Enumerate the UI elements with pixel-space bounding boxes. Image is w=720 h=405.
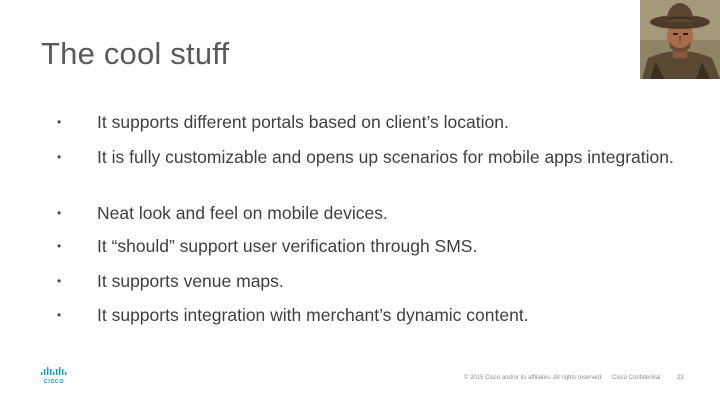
cowboy-portrait bbox=[640, 0, 720, 79]
bullet-text: It is fully customizable and opens up scenarios for mobile apps integration. bbox=[97, 147, 674, 167]
bullet-marker: • bbox=[57, 239, 62, 253]
bullet-marker: • bbox=[57, 115, 62, 129]
bullet-text: It supports integration with merchant’s dynamic content. bbox=[97, 305, 529, 325]
bullet-marker: • bbox=[57, 150, 62, 164]
cisco-logo-icon bbox=[40, 366, 68, 384]
cisco-wordmark: CISCO bbox=[43, 379, 65, 384]
bullet-text: It supports venue maps. bbox=[97, 271, 284, 291]
portrait-image bbox=[640, 0, 720, 79]
bullet-text: Neat look and feel on mobile devices. bbox=[97, 203, 388, 223]
footer-copyright: © 2015 Cisco and/or its affiliates. All rights reserved. bbox=[464, 375, 603, 381]
bullet-text: It “should” support user verification through SMS. bbox=[97, 236, 478, 256]
bullet-text: It supports different portals based on client’s location. bbox=[97, 112, 509, 132]
bullet-marker: • bbox=[57, 206, 62, 220]
page-number: 23 bbox=[677, 375, 684, 381]
bullet-marker: • bbox=[57, 308, 62, 322]
bullet-marker: • bbox=[57, 274, 62, 288]
slide-title: The cool stuff bbox=[41, 36, 230, 71]
footer-classification: Cisco Confidential bbox=[612, 375, 661, 381]
